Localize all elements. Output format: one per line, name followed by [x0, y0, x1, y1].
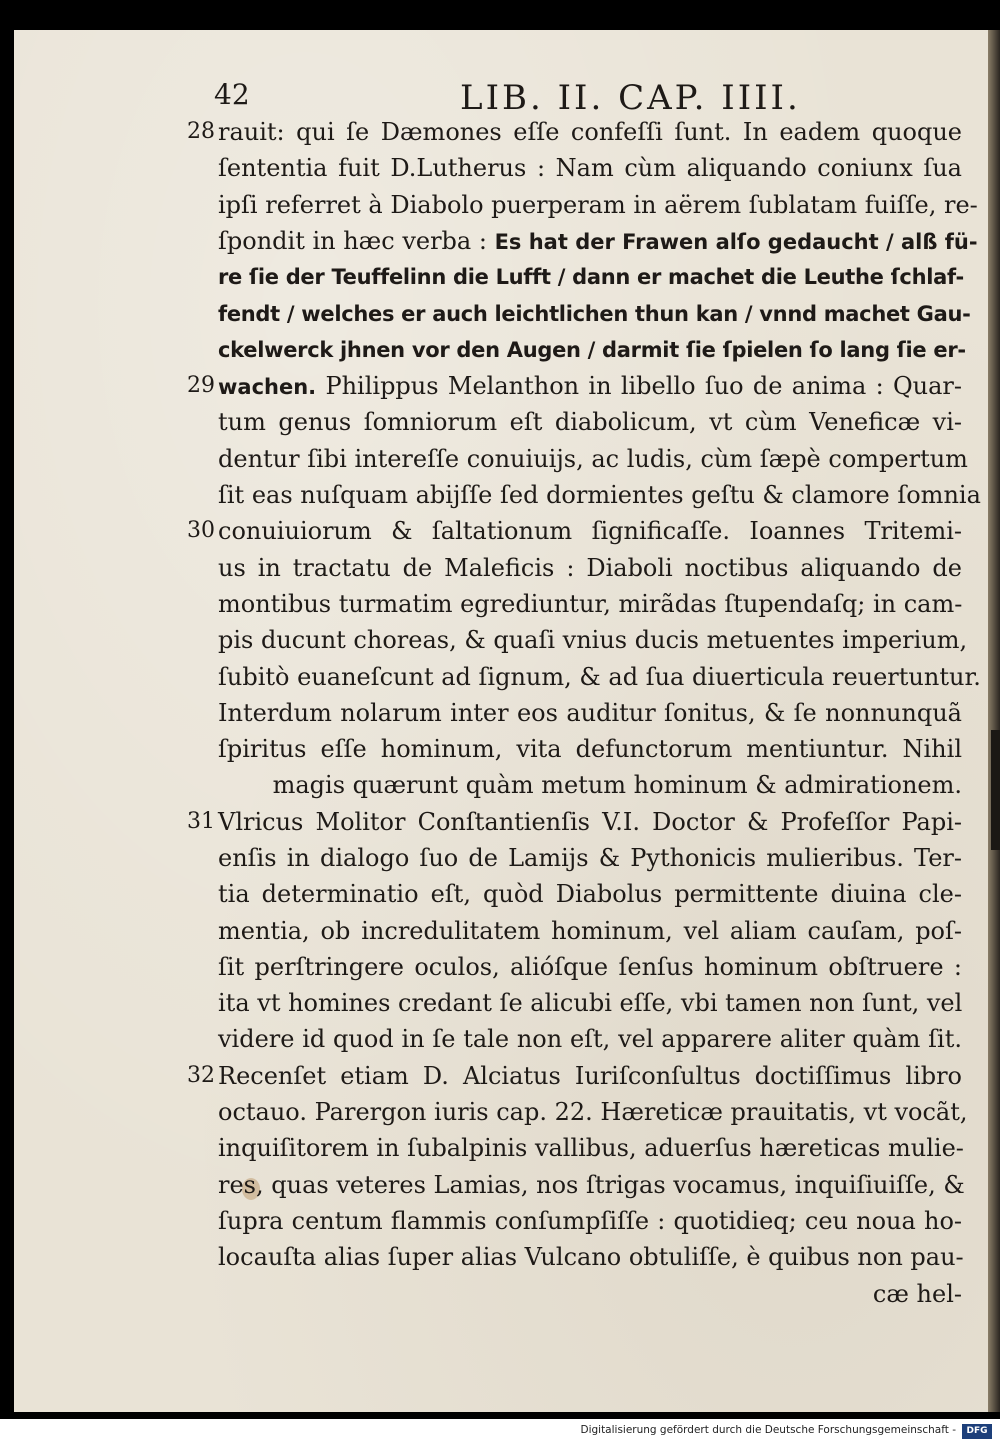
text-line: ſpiritus eſſe hominum, vita defunctorum mentiuntur. Nihil [218, 735, 962, 763]
text-line: ſpondit in hæc verba : Es hat der Frawen alſo gedaucht / alß fü- [218, 227, 978, 255]
text-line-blackletter: re ſie der Teuffelinn die Lufft / dann er machet die Leuthe ſchlaf- [218, 265, 964, 289]
text-line: Recenſet etiam D. Alciatus Iuriſconſultus doctiſſimus libro [218, 1062, 962, 1090]
text-line: ipſi referret à Diabolo puerperam in aërem ſublatam fuiſſe, re- [218, 191, 978, 219]
text-line-blackletter: fendt / welches er auch leichtlichen thun kan / vnnd machet Gau- [218, 302, 971, 326]
text-line: locauſta alias ſuper alias Vulcano obtuliſſe, è quibus non pau- [218, 1243, 964, 1271]
text-line: ſupra centum flammis conſumpſiſſe : quotidieq; ceu noua ho- [218, 1207, 962, 1235]
footer-bar [0, 1419, 1000, 1445]
text-line: wachen. Philippus Melanthon in libello ſuo de anima : Quar- [218, 372, 962, 400]
text-line: octauo. Parergon iuris cap. 22. Hæreticæ prauitatis, vt vocãt, [218, 1098, 968, 1126]
text-line-blackletter: ckelwerck jhnen vor den Augen / darmit ſie ſpielen ſo lang ſie er- [218, 338, 966, 362]
text-line: tia determinatio eſt, quòd Diabolus permittente diuina cle- [218, 880, 962, 908]
text-line: ſit perſtringere oculos, alióſque ſenſus hominum obſtruere : [218, 953, 962, 981]
text-line: ſit eas nuſquam abijſſe ſed dormientes geſtu & clamore ſomnia [218, 481, 981, 509]
text-line: mentia, ob incredulitatem hominum, vel aliam cauſam, poſ- [218, 917, 962, 945]
text-line: videre id quod in ſe tale non eſt, vel apparere aliter quàm ſit. [218, 1025, 962, 1053]
text-line: ſubitò euaneſcunt ad ſignum, & ad ſua diuerticula reuertuntur. [218, 663, 981, 691]
page-edge [988, 30, 1000, 1412]
text-line: Interdum nolarum inter eos auditur ſonitus, & ſe nonnunquã [218, 699, 962, 727]
text-line: inquiſitorem in ſubalpinis vallibus, aduerſus hæreticas mulie- [218, 1134, 964, 1162]
text-line: rauit: qui ſe Dæmones eſſe confeſſi ſunt. In eadem quoque [218, 118, 962, 146]
text-line: us in tractatu de Maleficis : Diaboli noctibus aliquando de [218, 554, 962, 582]
book-page [14, 30, 988, 1412]
marginal-number: 28 [187, 119, 215, 144]
catchword: cæ hel- [872, 1280, 962, 1308]
text-line: res, quas veteres Lamias, nos ſtrigas vocamus, inquiſiuiſſe, & [218, 1171, 965, 1199]
marginal-number: 30 [187, 518, 215, 543]
text-line: Vlricus Molitor Conſtantienſis V.I. Doctor & Profeſſor Papi- [218, 808, 962, 836]
marginal-number: 32 [187, 1063, 215, 1088]
dfg-logo-icon: DFG [962, 1424, 992, 1439]
marginal-number: 29 [187, 373, 215, 398]
text-line: ita vt homines credant ſe alicubi eſſe, vbi tamen non ſunt, vel [218, 989, 963, 1017]
marginal-number: 31 [187, 809, 215, 834]
bookmark-strip [991, 730, 1000, 850]
page-number: 42 [214, 78, 250, 111]
text-line: tum genus ſomniorum eſt diabolicum, vt cùm Veneficæ vi- [218, 408, 962, 436]
footer-credit: Digitalisierung gefördert durch die Deutsche Forschungsgemeinschaft - [580, 1424, 956, 1436]
text-line: dentur ſibi intereſſe conuiuijs, ac ludis, cùm ſæpè compertum [218, 445, 968, 473]
text-line: magis quærunt quàm metum hominum & admirationem. [272, 771, 962, 799]
text-line: conuiuiorum & ſaltationum ſignificaſſe. Ioannes Tritemi- [218, 517, 962, 545]
running-head: LIB. II. CAP. IIII. [460, 78, 801, 118]
text-line: pis ducunt choreas, & quaſi vnius ducis metuentes imperium, [218, 626, 968, 654]
text-line: ſententia fuit D.Lutherus : Nam cùm aliquando coniunx ſua [218, 154, 962, 182]
text-line: montibus turmatim egrediuntur, mirãdas ſtupendaſq; in cam- [218, 590, 963, 618]
text-line: enſis in dialogo ſuo de Lamijs & Pythonicis mulieribus. Ter- [218, 844, 962, 872]
